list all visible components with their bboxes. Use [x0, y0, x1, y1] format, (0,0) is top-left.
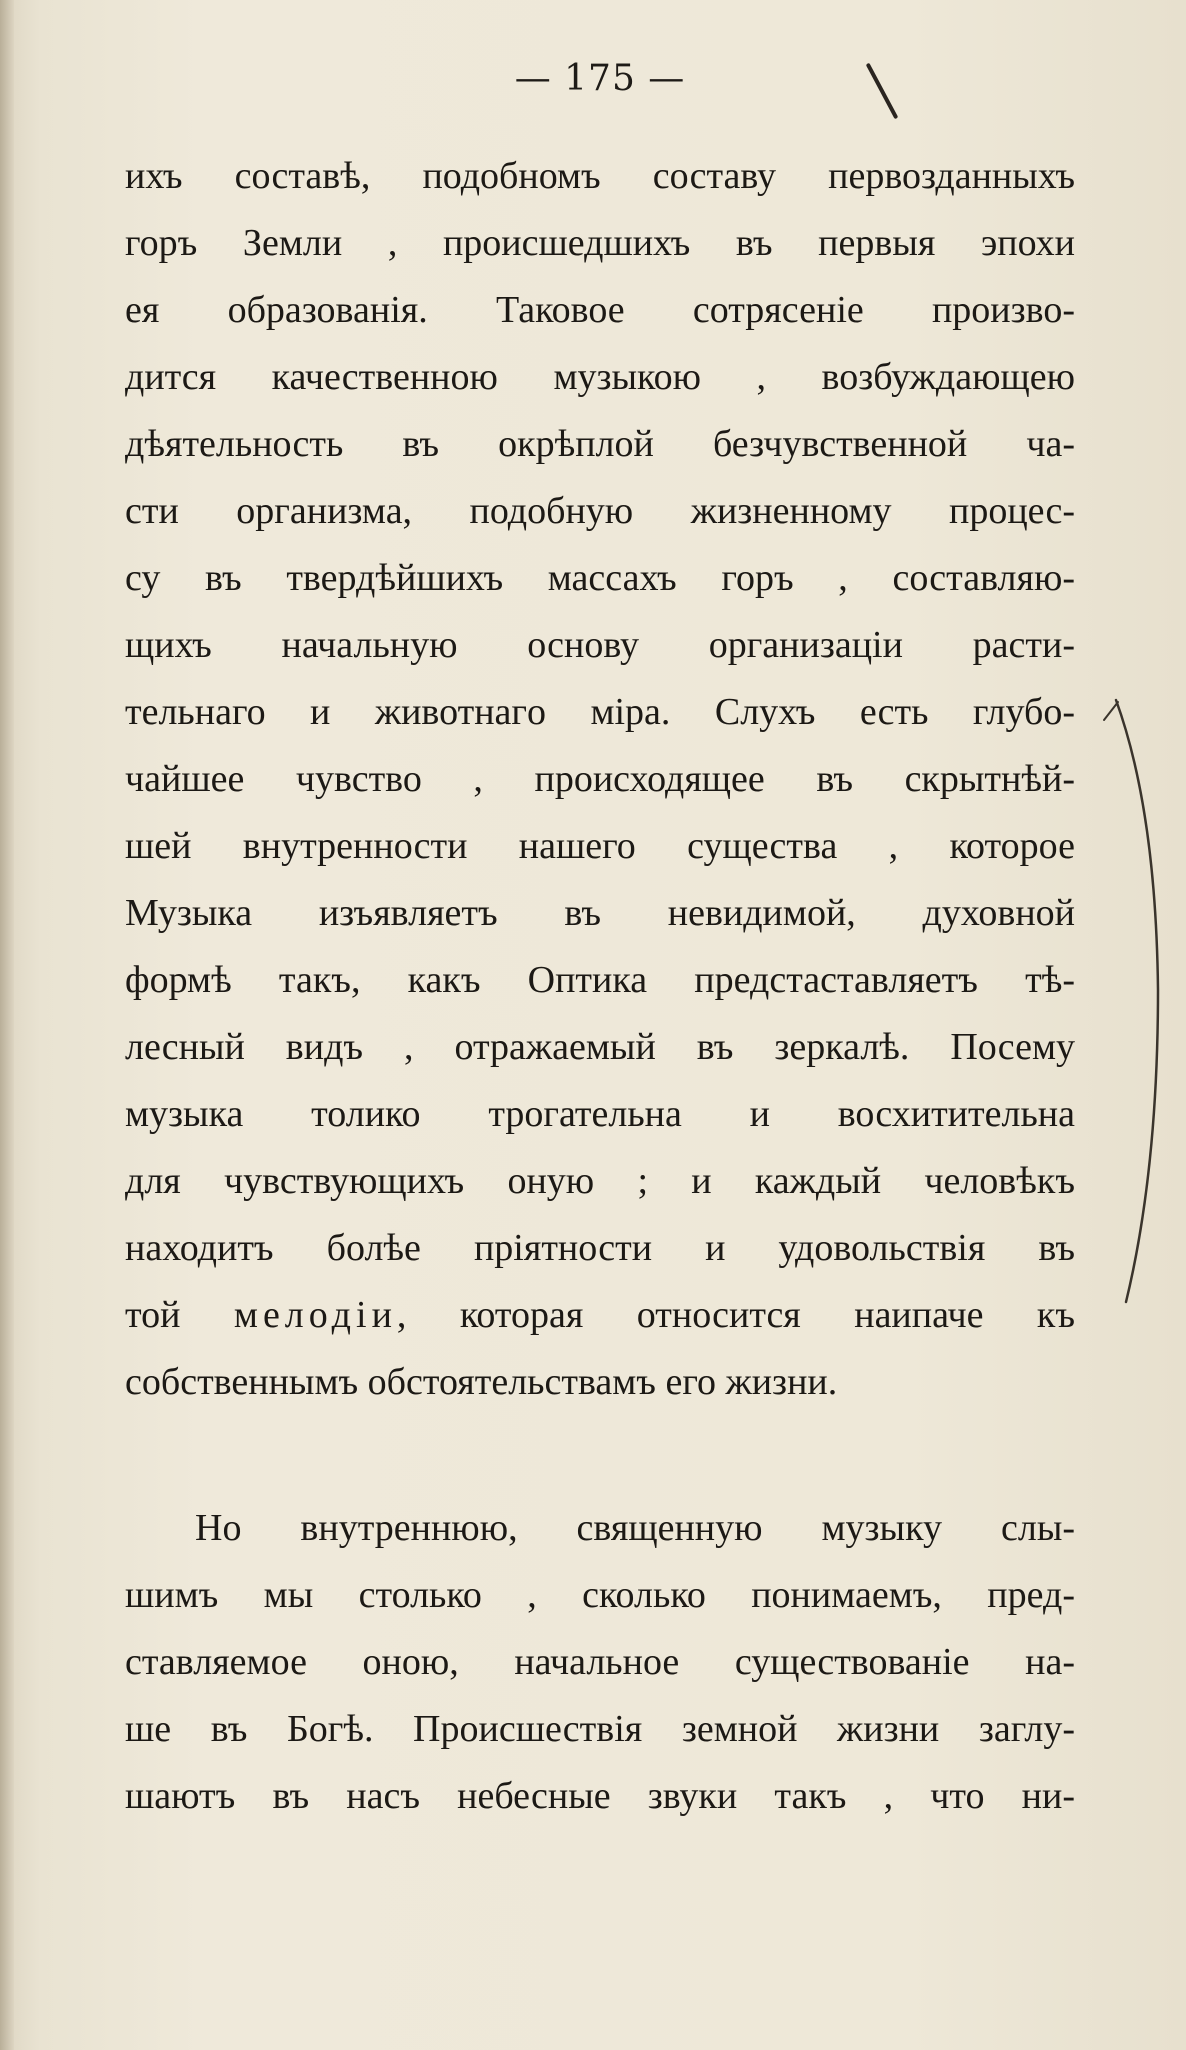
text-line: дится качественною музыкою , возбуждающею: [125, 356, 1075, 398]
emphasis-after: , которая относится наипаче къ: [396, 1294, 1075, 1336]
text-line: лесный видъ , отражаемый въ зеркалѣ. Посему: [125, 1026, 1075, 1068]
text-line: для чувствующихъ оную ; и каждый человѣкъ: [125, 1160, 1075, 1202]
text-line: находитъ болѣе пріятности и удовольствія въ: [125, 1227, 1075, 1269]
text-line: дѣятельность въ окрѣплой безчувственной ча-: [125, 423, 1075, 465]
paragraph-last-line: собственнымъ обстоятельствамъ его жизни.: [125, 1361, 838, 1403]
text-line: музыка толико трогательна и восхитительна: [125, 1093, 1075, 1135]
text-line: шаютъ въ насъ небесные звуки такъ , что ни-: [125, 1775, 1075, 1817]
text-line: сти организма, подобную жизненному процес-: [125, 490, 1075, 532]
text-line-with-emphasis: [125, 1289, 1075, 1341]
text-line: тельнаго и животнагo міра. Слухъ есть глубо-: [125, 691, 1075, 733]
text-line-indented: Но внутреннюю, священную музыку слы-: [195, 1507, 1075, 1549]
text-line: ставляемое оною, начальное существованіе на-: [125, 1641, 1075, 1683]
spaced-emphasis-word: мелодіи: [233, 1294, 397, 1336]
text-line: щихъ начальную основу организаціи расти-: [125, 624, 1075, 666]
bracket-top-tail: [1104, 702, 1118, 720]
bracket-curve: [1116, 700, 1158, 1302]
text-line: ше въ Богѣ. Происшествія земной жизни заглу-: [125, 1708, 1075, 1750]
text-line: ея образованія. Таковое сотрясеніе произво-: [125, 289, 1075, 331]
text-line: формѣ такъ, какъ Оптика предстаставляетъ тѣ-: [125, 959, 1075, 1001]
text-line: ихъ составѣ, подобномъ составу первозданныхъ: [125, 155, 1075, 197]
pencil-margin-bracket: [1096, 690, 1166, 1310]
text-line: шимъ мы столько , сколько понимаемъ, пред-: [125, 1574, 1075, 1616]
emphasis-before: той: [125, 1294, 234, 1336]
page-number: — 175 —: [514, 58, 686, 99]
text-line: су въ твердѣйшихъ массахъ горъ , составляю-: [125, 557, 1075, 599]
text-line: шей внутренности нашего существа , которое: [125, 825, 1075, 867]
text-line: Музыка изъявляетъ въ невидимой, духовной: [125, 892, 1075, 934]
text-line: чайшее чувство , происходящее въ скрытнѣй-: [125, 758, 1075, 800]
text-line: горъ Земли , происшедшихъ въ первыя эпохи: [125, 222, 1075, 264]
